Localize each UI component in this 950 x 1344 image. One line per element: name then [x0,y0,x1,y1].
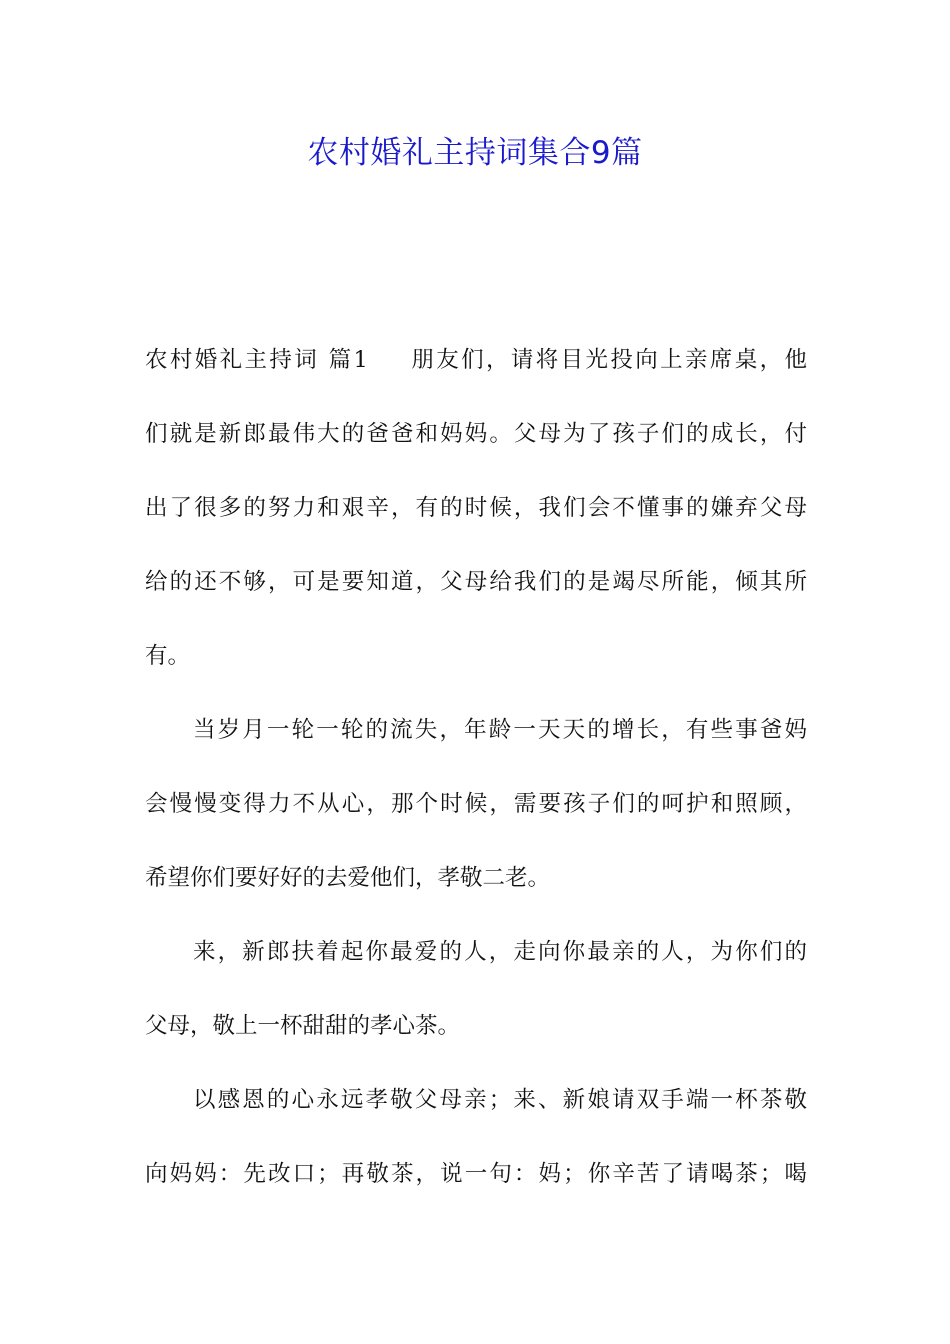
body-line-2: 们就是新郎最伟大的爸爸和妈妈。父母为了孩子们的成长，付 [145,421,807,447]
section-number: 篇1 [328,347,368,373]
body-line-7: 会慢慢变得力不从心，那个时候，需要孩子们的呵护和照顾， [145,791,807,817]
section-heading: 农村婚礼主持词 [145,347,320,373]
body-line-8: 希望你们要好好的去爱他们，孝敬二老。 [145,865,551,891]
body-line-10: 父母，敬上一杯甜甜的孝心茶。 [145,1013,461,1039]
body-line-12: 向妈妈：先改口；再敬茶，说一句：妈；你辛苦了请喝茶；喝 [145,1161,807,1187]
body-line-3: 出了很多的努力和艰辛，有的时候，我们会不懂事的嫌弃父母 [145,495,807,521]
body-line-6: 当岁月一轮一轮的流失，年龄一天天的增长，有些事爸妈 [193,717,807,743]
body-line-5: 有。 [145,643,191,669]
document-body [145,323,807,1211]
body-line-4: 给的还不够，可是要知道，父母给我们的是竭尽所能，倾其所 [145,569,807,595]
body-line-9: 来，新郎扶着起你最爱的人，走向你最亲的人，为你们的 [193,939,807,965]
document-title: 农村婚礼主持词集合9篇 [307,135,643,171]
paragraph-text: 朋友们，请将目光投向上亲席桌，他 [411,347,807,373]
body-line-11: 以感恩的心永远孝敬父母亲；来、新娘请双手端一杯茶敬 [193,1087,807,1113]
body-line-1 [145,323,807,397]
